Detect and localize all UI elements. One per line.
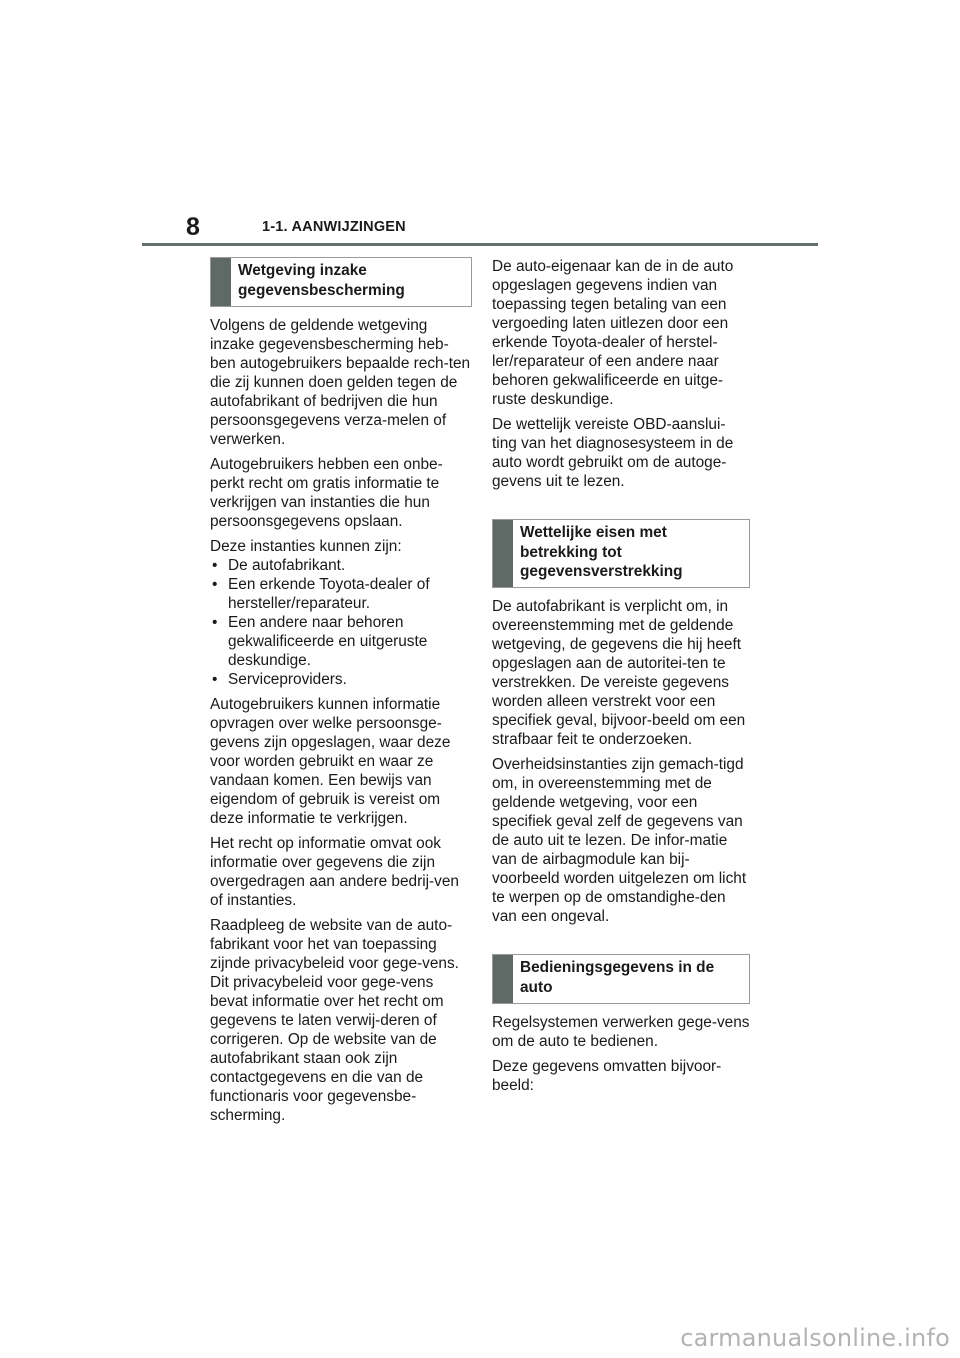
paragraph: Autogebruikers hebben een onbe-perkt recht om gratis informatie te verkrijgen van instanties die hun persoonsgegevens opslaan. [210,456,443,530]
section-marker-bar [493,520,513,587]
paragraph: Regelsystemen verwerken gege-vens om de auto te bedienen. [492,1014,750,1050]
list-item: • Serviceproviders. [210,670,472,689]
paragraph: Overheidsinstanties zijn gemach-tigd om, in overeenstemming met de geldende wetgeving, voor een specifiek geval zelf de gegevens van de auto uit te lezen. De infor-matie van de airbagmodule kan bij-voorbeeld worden uitgelezen om licht te werpen op de omstandighe-den van een ongeval. [492,756,747,925]
section-heading-box [210,257,472,307]
header-divider [142,243,818,246]
chapter-title: 1-1. AANWIJZINGEN [262,219,406,235]
section-heading-box [492,954,750,1004]
left-column [210,257,472,1125]
paragraph: Autogebruikers kunnen informatie opvragen over welke persoonsge-gevens zijn opgeslagen, waar deze voor worden gebruikt en waar ze vandaan komen. Een bewijs van eigendom of gebruik is vereist om deze informatie te verkrijgen. [210,696,451,827]
list-item: • Een erkende Toyota-dealer of hersteller/reparateur. [210,575,472,613]
watermark-text: carmanualsonline.info [680,1324,950,1352]
section-heading: Bedieningsgegevens in de auto [520,959,715,996]
section-marker-bar [493,955,513,1003]
paragraph: Deze gegevens omvatten bijvoor-beeld: [492,1058,722,1094]
right-column [492,257,750,1095]
section-marker-bar [211,258,231,306]
paragraph: De auto-eigenaar kan de in de auto opgeslagen gegevens indien van toepassing tegen betaling van een vergoeding laten uitlezen door een erkende Toyota-dealer of herstel-ler/reparateur of een andere naar behoren gekwalificeerde en uitge-ruste deskundige. [492,258,734,408]
list-item: • De autofabrikant. [210,556,472,575]
paragraph: Volgens de geldende wetgeving inzake gegevensbescherming heb-ben autogebruikers bepaalde rech-ten die zij kunnen doen gelden tegen de autofabrikant of bedrijven die hun persoonsgegevens verza-melen of verwerken. [210,317,471,448]
bullet-list [210,556,472,689]
paragraph: De autofabrikant is verplicht om, in overeenstemming met de geldende wetgeving, de gegevens die hij heeft opgeslagen aan de autoritei-ten te verstrekken. De vereiste gegevens worden alleen verstrekt voor een specifiek geval, bijvoor-beeld om een strafbaar feit te onderzoeken. [492,598,746,748]
list-item: • Een andere naar behoren gekwalificeerde en uitgeruste deskundige. [210,613,472,670]
paragraph: Raadpleeg de website van de auto-fabrikant voor het van toepassing zijnde privacybeleid voor gege-vens. Dit privacybeleid voor gege-vens bevat informatie over het recht om gegevens te laten verwij-deren of corrigeren. Op de website van de autofabrikant staan ook zijn contactgegevens en die van de functionaris voor gegevensbe-scherming. [210,917,459,1124]
paragraph: Het recht op informatie omvat ook informatie over gegevens die zijn overgedragen aan andere bedrij-ven of instanties. [210,835,459,909]
paragraph: De wettelijk vereiste OBD-aanslui-ting van het diagnosesysteem in de auto wordt gebruikt om de autoge-gevens uit te lezen. [492,416,734,490]
page-number: 8 [186,213,200,241]
section-heading-box [492,519,750,588]
paragraph: Deze instanties kunnen zijn: [210,538,402,555]
section-heading: Wettelijke eisen met betrekking tot gegevensverstrekking [520,524,683,580]
section-heading: Wetgeving inzake gegevensbescherming [238,262,405,299]
